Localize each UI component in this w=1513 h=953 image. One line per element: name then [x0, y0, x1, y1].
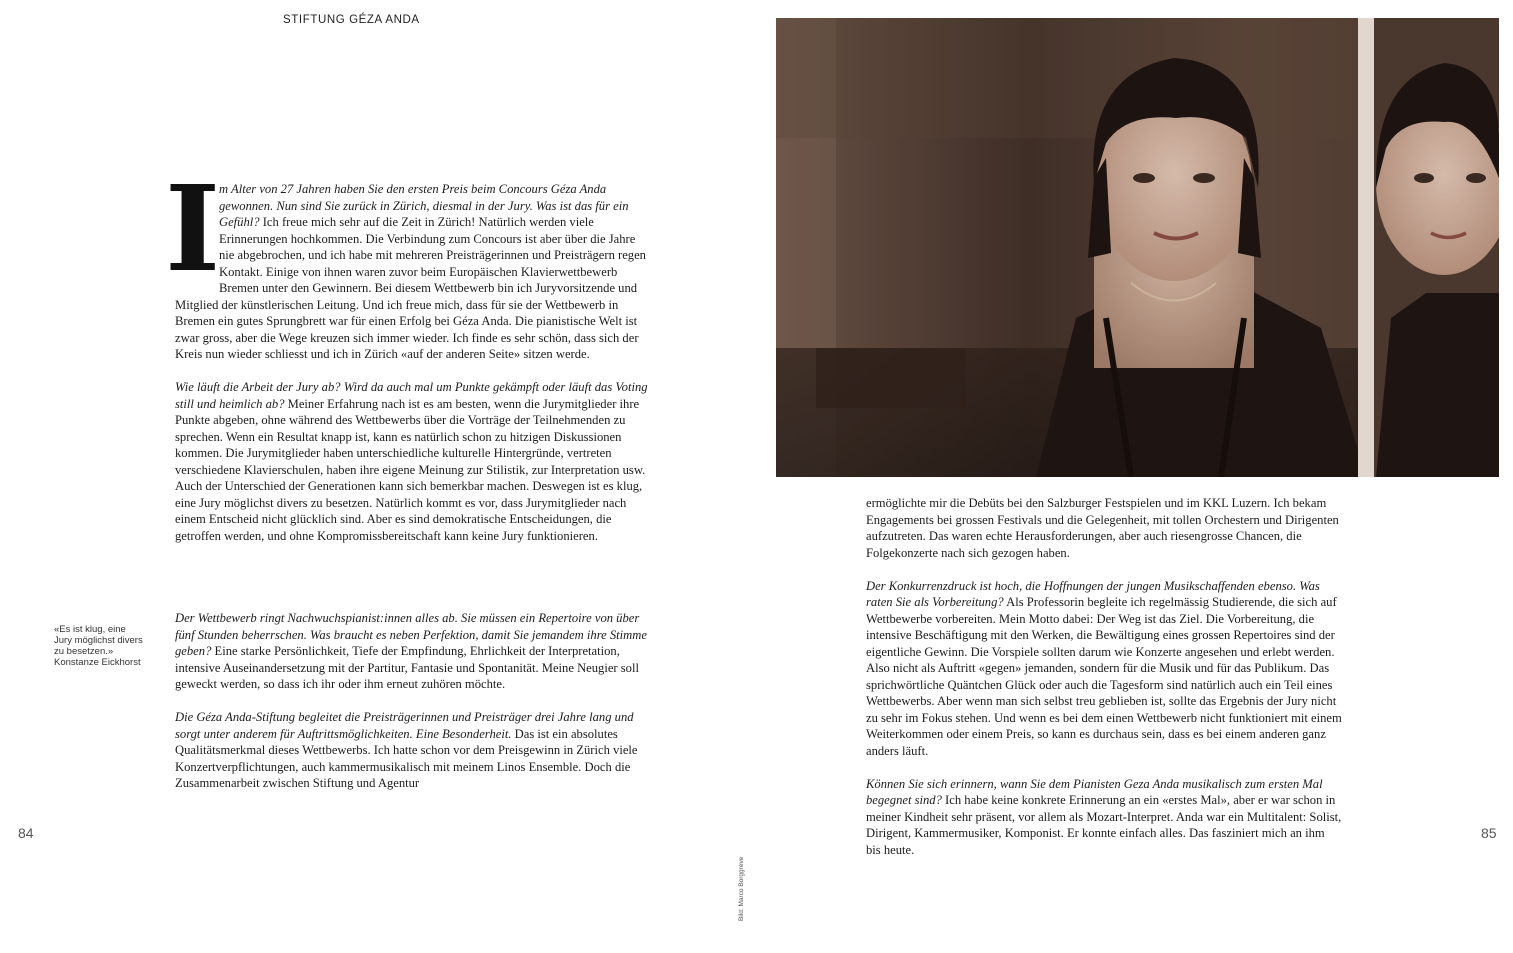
dropcap-letter: I: [165, 159, 221, 298]
question-6: Können Sie sich erinnern, wann Sie dem Pianisten Geza Anda musikalisch zum ersten Mal begegnet sind?: [866, 776, 1323, 807]
photo-credit: Bild: Marco Borggreve: [738, 856, 745, 921]
answer-2: Meiner Erfahrung nach ist es am besten, wenn die Jurymitglieder ihre Punkte abgeben, ohne während des Wettbewerbs über die Vorträge der Teilnehmenden zu sprechen. Wenn ein Resultat knapp ist, kann es natürlich schon zu hitzigen Diskussionen kommen. Die Jurymitglieder haben unterschiedliche kulturelle Hintergründe, vertreten verschiedene Klavierschulen, haben ihre eigene Meinung zur Stilistik, zur Interpretation usw. Auch der Unterschied der Generationen kann sich bemerkbar machen. Deswegen ist es klug, eine Jury möglichst divers zu besetzen. Natürlich kommt es vor, dass Jurymitglieder nach einem Entscheid nicht glücklich sind. Aber es sind demokratische Entscheidungen, die getroffen werden, und ohne Kompromissbereitschaft kann keine Jury funktionieren.: [175, 396, 646, 543]
pull-quote-author: Konstanze Eickhorst: [54, 657, 141, 668]
question-2: Wie läuft die Arbeit der Jury ab? Wird da auch mal um Punkte gekämpft oder läuft das Voting still und heimlich ab?: [175, 380, 648, 411]
right-text-column: [866, 495, 1342, 875]
paragraph-1: [165, 159, 651, 363]
page-number-left: 84: [18, 825, 34, 841]
pull-quote-line: Jury möglichst divers: [54, 635, 143, 646]
paragraph-6: [866, 578, 1342, 760]
paragraph-7: [866, 776, 1342, 859]
question-4: Die Géza Anda-Stiftung begleitet die Preisträgerinnen und Preisträger drei Jahre lang und sorgt unter anderem für Auftrittsmöglichkeiten. Eine Besonderheit.: [175, 710, 634, 741]
question-5: Der Konkurrenzdruck ist hoch, die Hoffnungen der jungen Musikschaffenden ebenso. Was raten Sie als Vorbereitung?: [866, 578, 1320, 609]
paragraph-5: [866, 495, 1342, 561]
pull-quote-line: zu besetzen.»: [54, 646, 114, 657]
question-1: m Alter von 27 Jahren haben Sie den ersten Preis beim Concours Géza Anda gewonnen. Nun sind Sie zurück in Zürich, diesmal in der Jury. Was ist das für ein Gefühl?: [219, 182, 629, 229]
portrait-illustration: [776, 18, 1499, 477]
paragraph-4: [175, 709, 651, 792]
answer-3: Eine starke Persönlichkeit, Tiefe der Empfindung, Ehrlichkeit der Interpretation, intensive Auseinandersetzung mit der Partitur, Fantasie und Spontanität. Meine Neugier soll geweckt werden, so dass ich ihr oder ihm erneut zuhören möchte.: [175, 644, 639, 691]
answer-6: Ich habe keine konkrete Erinnerung an ein «erstes Mal», aber er war schon in meiner Kindheit sehr präsent, vor allem als Mozart-Interpret. Anda war ein Multitalent: Solist, Dirigent, Kammermusiker, Komponist. Er konnte einfach alles. Das fasziniert mich an ihm bis heute.: [866, 793, 1342, 857]
pull-quote-line: «Es ist klug, eine: [54, 624, 126, 635]
answer-4: Das ist ein absolutes Qualitätsmerkmal dieses Wettbewerbs. Ich hatte schon vor dem Preisgewinn in Zürich viele Konzertverpflichtungen, auch kammermusikalisch mit meinem Linos Ensemble. Doch die Zusammenarbeit zwischen Stiftung und Agentur: [175, 726, 638, 790]
answer-1: Ich freue mich sehr auf die Zeit in Zürich! Natürlich werden viele Erinnerungen hochkommen. Die Verbindung zum Concours ist aber über die Jahre nie abgebrochen, und ich habe mit mehreren Preisträgerinnen und Preisträgern regen Kontakt. Einige von ihnen waren zuvor beim Europäischen Klavierwettbewerb Bremen unter den Gewinnern. Bei diesem Wettbewerb bin ich Juryvorsitzende und Mitglied der künstlerischen Leitung. Und ich freue mich, dass für sie der Wettbewerb in Bremen ein gutes Sprungbrett war für einen Erfolg bei Géza Anda. Die pianistische Welt ist zwar gross, aber die Wege kreuzen sich immer wieder. Ich finde es sehr schön, dass sich der Kreis nun wieder schliesst und ich in Zürich «auf der anderen Seite» sitzen werde.: [175, 215, 646, 361]
running-header: STIFTUNG GÉZA ANDA: [283, 14, 420, 26]
answer-5: Als Professorin begleite ich regelmässig Studierende, die sich auf Wettbewerbe vorbereiten. Mein Motto dabei: Der Weg ist das Ziel. Die Vorbereitung, die intensive Beschäftigung mit den Werken, die Bewältigung eines grossen Repertoires sind der eigentliche Gewinn. Die Vorspiele sollten darum wie Konzerte angesehen und erlebt werden. Also nicht als Auftritt «gegen» jemanden, sondern für die Musik und für das Publikum. Das sprichwörtliche Quäntchen Glück oder auch die Tagesform sind natürlich auch ein Teil eines Wettbewerbs. Aber wenn man sich selbst treu geblieben ist, sollte das Ergebnis der Jury nicht zu sehr im Fokus stehen. Und wenn es bei dem einen Wettbewerb nicht funktioniert mit einem Weiterkommen oder einem Preis, so kann es durchaus sein, dass es bei einem anderen ganz anders läuft.: [866, 595, 1342, 758]
question-3: Der Wettbewerb ringt Nachwuchspianist:innen alles ab. Sie müssen ein Repertoire von über fünf Stunden beherrschen. Was braucht es neben Perfektion, damit Sie jemandem ihre Stimme geben?: [175, 611, 647, 658]
page-number-right: 85: [1481, 825, 1497, 841]
portrait-photo: [776, 18, 1499, 477]
paragraph-2: [175, 379, 651, 544]
continued-text: ermöglichte mir die Debüts bei den Salzburger Festspielen und im KKL Luzern. Ich bekam Engagements bei grossen Festivals und die Gelegenheit, mit tollen Orchestern und Dirigenten aufzutreten. Das waren echte Herausforderungen, aber auch riesengrosse Chancen, die Folgekonzerte nach sich gezogen haben.: [866, 496, 1339, 560]
left-text-column: [165, 159, 651, 808]
pull-quote: [54, 624, 164, 668]
paragraph-3: [175, 610, 651, 693]
dropcap-box: [165, 159, 221, 298]
